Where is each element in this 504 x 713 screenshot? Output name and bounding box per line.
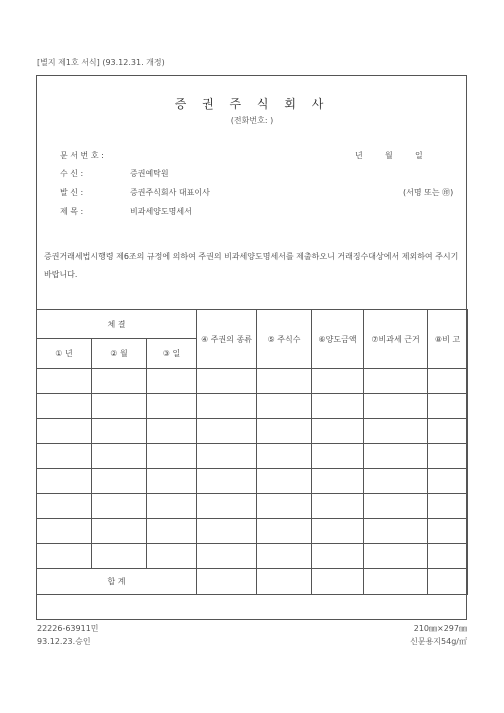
table-row — [37, 469, 468, 494]
table-row — [37, 369, 468, 394]
col-stock-type: ④ 주권의 종류 — [197, 310, 257, 369]
col-day: ③ 일 — [147, 339, 197, 369]
approval-date: 93.12.23.승인 — [37, 637, 91, 646]
phone-number-field: (전화번호: ) — [230, 116, 274, 125]
sender-label: 발 신 : — [60, 188, 84, 197]
total-row — [37, 569, 468, 595]
subject-label: 제 목 : — [60, 207, 84, 216]
paper-type: 신문용지54g/㎡ — [410, 637, 467, 646]
table-row — [37, 419, 468, 444]
form-title: 증 권 주 식 회 사 — [174, 97, 330, 111]
col-amount: ⑥양도금액 — [312, 310, 364, 369]
transfer-detail-table — [36, 309, 468, 595]
table-row — [37, 444, 468, 469]
doc-number-label: 문 서 번 호 : — [60, 151, 104, 160]
signature-note: (서명 또는 ㊞) — [403, 188, 454, 197]
form-number-label: [별지 제1호 서식] (93.12.31. 개정) — [37, 58, 165, 67]
col-remarks: ⑧비 고 — [428, 310, 468, 369]
date-month-label: 월 — [385, 151, 393, 160]
col-year: ① 년 — [37, 339, 92, 369]
recipient-label: 수 신 : — [60, 169, 84, 178]
recipient-value: 증권예탁원 — [130, 169, 169, 178]
table-row — [37, 394, 468, 419]
form-code: 22226-63911민 — [37, 624, 99, 633]
date-day-label: 일 — [415, 151, 423, 160]
sender-value: 증권주식회사 대표이사 — [130, 188, 210, 197]
settlement-header: 체 결 — [37, 310, 197, 339]
table-row — [37, 544, 468, 569]
col-quantity: ⑤ 주식수 — [257, 310, 312, 369]
col-month: ② 월 — [92, 339, 147, 369]
col-basis: ⑦비과세 근거 — [364, 310, 428, 369]
subject-value: 비과세양도명세서 — [130, 207, 192, 216]
date-year-label: 년 — [355, 151, 363, 160]
body-text: 증권거래세법시행령 제6조의 규정에 의하여 주권의 비과세양도명세서를 제출하오니 거래징수대상에서 제외하여 주시기 바랍니다. — [44, 252, 459, 279]
table-row — [37, 519, 468, 544]
paper-size: 210㎜×297㎜ — [413, 624, 467, 633]
total-label: 합 계 — [37, 569, 197, 595]
table-row — [37, 494, 468, 519]
